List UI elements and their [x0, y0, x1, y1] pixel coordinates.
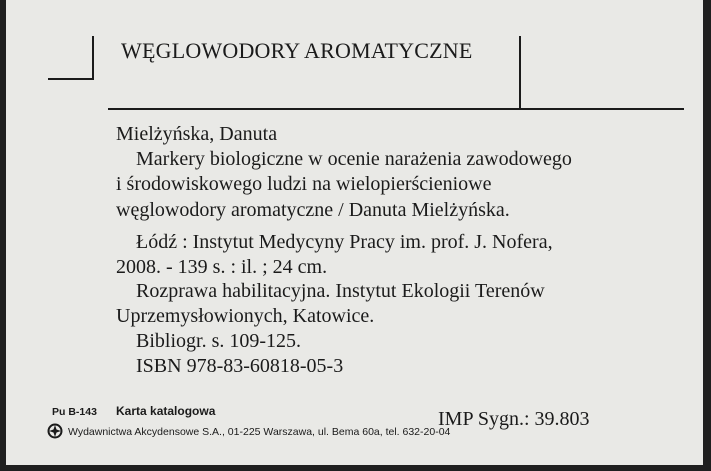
- entry-note-line-2: Uprzemysłowionych, Katowice.: [116, 305, 375, 327]
- entry-title-line-1: Markery biologiczne w ocenie narażenia zawodowego: [136, 148, 572, 170]
- entry-note-line-1: Rozprawa habilitacyjna. Instytut Ekologii Terenów: [136, 280, 545, 302]
- entry-bibliography: Bibliogr. s. 109-125.: [136, 330, 302, 352]
- entry-imprint-line-2: 2008. - 139 s. : il. ; 24 cm.: [116, 256, 328, 278]
- header-divider-horizontal: [108, 108, 684, 110]
- form-code: Pu B-143: [52, 406, 97, 418]
- header-divider-vertical: [519, 36, 521, 110]
- publisher-logo-icon: [47, 423, 63, 439]
- corner-bracket-vertical: [92, 36, 94, 80]
- catalog-card: [6, 0, 703, 465]
- entry-title-line-2: i środowiskowego ludzi na wielopierścieniowe: [116, 173, 492, 195]
- shelf-signature: IMP Sygn.: 39.803: [438, 408, 590, 430]
- form-name: Karta katalogowa: [116, 404, 216, 418]
- entry-imprint-line-1: Łódź : Instytut Medycyny Pracy im. prof. J. Nofera,: [136, 231, 553, 253]
- entry-isbn: ISBN 978-83-60818-05-3: [136, 355, 344, 377]
- entry-author: Mielżyńska, Danuta: [116, 123, 278, 145]
- subject-heading: WĘGLOWODORY AROMATYCZNE: [121, 38, 473, 63]
- entry-title-line-3: węglowodory aromatyczne / Danuta Mielżyńska.: [116, 199, 510, 221]
- corner-bracket-horizontal: [48, 78, 94, 80]
- publisher-imprint: Wydawnictwa Akcydensowe S.A., 01-225 Warszawa, ul. Bema 60a, tel. 632-20-04: [68, 426, 451, 438]
